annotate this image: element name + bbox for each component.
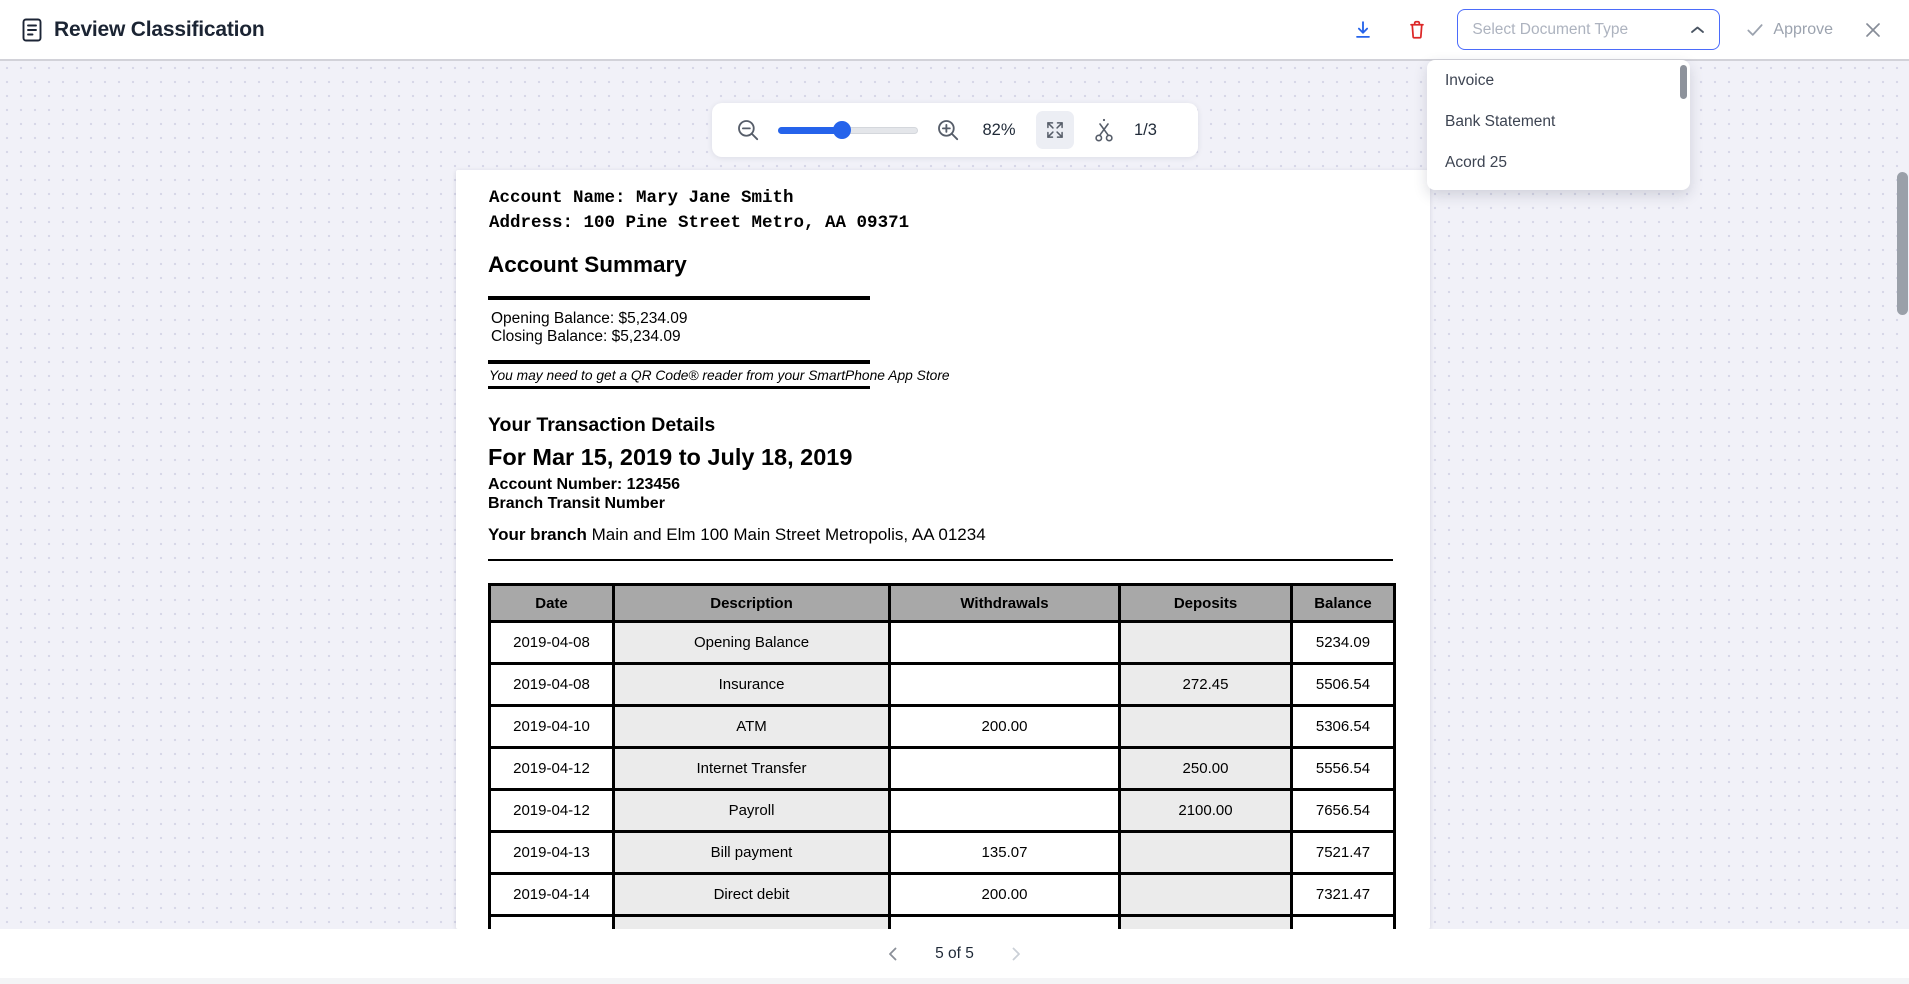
table-cell: 2100.00 <box>1120 790 1292 832</box>
divider-rule <box>488 296 870 300</box>
fullscreen-button[interactable] <box>1036 111 1074 149</box>
table-header-cell: Deposits <box>1120 585 1292 622</box>
document-page <box>456 170 1430 929</box>
table-cell: 2019-04-14 <box>490 874 614 916</box>
crop-scissors-icon[interactable] <box>1090 116 1118 144</box>
branch-value: Main and Elm 100 Main Street Metropolis, AA 01234 <box>586 525 986 544</box>
table-cell: 250.00 <box>1120 748 1292 790</box>
closing-balance-line: Closing Balance: $5,234.09 <box>491 328 681 345</box>
table-cell <box>890 790 1120 832</box>
footer-bar <box>0 929 1909 984</box>
table-header-cell: Description <box>614 585 890 622</box>
table-cell: Payroll <box>614 790 890 832</box>
pagination <box>0 929 1909 978</box>
table-cell: ATM <box>614 706 890 748</box>
table-cell: 272.45 <box>1120 664 1292 706</box>
table-cell: 200.00 <box>890 706 1120 748</box>
chevron-up-icon <box>1690 25 1705 35</box>
branch-label: Your branch <box>488 525 587 544</box>
table-cell: 2019-04-10 <box>490 706 614 748</box>
table-cell: Opening Balance <box>614 622 890 664</box>
table-cell <box>1120 622 1292 664</box>
close-icon[interactable] <box>1859 16 1887 44</box>
table-row <box>490 832 1395 874</box>
download-icon[interactable] <box>1349 16 1377 44</box>
table-cell: Internet Transfer <box>614 748 890 790</box>
table-cell: 5506.54 <box>1292 664 1395 706</box>
table-cell: 135.07 <box>890 832 1120 874</box>
page-count-label: 5 of 5 <box>935 944 974 962</box>
document-type-dropdown <box>1427 60 1690 190</box>
divider-rule <box>488 386 870 389</box>
select-placeholder: Select Document Type <box>1472 20 1629 38</box>
approve-label: Approve <box>1773 20 1833 38</box>
table-cell <box>890 622 1120 664</box>
table-header-cell: Date <box>490 585 614 622</box>
document-type-option[interactable]: Bank Statement <box>1445 112 1556 130</box>
table-cell: 2019-04-12 <box>490 748 614 790</box>
table-header-cell: Withdrawals <box>890 585 1120 622</box>
table-row <box>490 664 1395 706</box>
vertical-scrollbar[interactable] <box>1897 172 1908 315</box>
zoom-out-icon[interactable] <box>734 116 762 144</box>
document-type-select[interactable] <box>1457 9 1720 50</box>
table-cell: 2019-04-12 <box>490 790 614 832</box>
account-number-line: Account Number: 123456 <box>488 476 681 493</box>
document-type-option[interactable]: Invoice <box>1445 71 1495 89</box>
table-cell: 5234.09 <box>1292 622 1395 664</box>
table-cell: Direct debit <box>614 874 890 916</box>
zoom-percent: 82% <box>982 120 1016 139</box>
account-summary-title: Account Summary <box>488 252 687 277</box>
table-header-cell: Balance <box>1292 585 1395 622</box>
table-cell: 2019-04-08 <box>490 622 614 664</box>
trash-icon[interactable] <box>1403 16 1431 44</box>
document-icon <box>18 16 46 44</box>
table-cell: 2019-04-13 <box>490 832 614 874</box>
chevron-left-icon[interactable] <box>881 942 905 966</box>
table-cell: 7656.54 <box>1292 790 1395 832</box>
account-name-line: Account Name: Mary Jane Smith <box>489 188 794 208</box>
viewer-canvas <box>0 61 1909 929</box>
page-title: Review Classification <box>54 17 265 41</box>
table-cell: 7321.47 <box>1292 874 1395 916</box>
header-bar <box>0 0 1909 61</box>
table-cell: 7521.47 <box>1292 832 1395 874</box>
chevron-right-icon[interactable] <box>1004 942 1028 966</box>
document-type-option[interactable]: Acord 25 <box>1445 153 1508 171</box>
table-cell <box>890 664 1120 706</box>
qr-code-note: You may need to get a QR Code® reader from your SmartPhone App Store <box>489 368 950 383</box>
page-indicator: 1/3 <box>1134 120 1157 139</box>
opening-balance-line: Opening Balance: $5,234.09 <box>491 310 688 327</box>
transactions-table <box>488 583 1396 959</box>
zoom-slider-thumb[interactable] <box>833 121 851 139</box>
table-cell: 5556.54 <box>1292 748 1395 790</box>
dropdown-scrollbar[interactable] <box>1680 65 1687 99</box>
transaction-details-title: Your Transaction Details <box>488 414 716 436</box>
address-line: Address: 100 Pine Street Metro, AA 09371 <box>489 213 910 233</box>
check-icon <box>1746 22 1764 38</box>
zoom-in-icon[interactable] <box>934 116 962 144</box>
approve-button[interactable] <box>1746 21 1833 39</box>
zoom-slider[interactable] <box>778 121 918 139</box>
table-cell: 200.00 <box>890 874 1120 916</box>
table-cell: 5306.54 <box>1292 706 1395 748</box>
expand-icon <box>1045 120 1065 140</box>
footer-strip <box>0 978 1909 984</box>
viewer-toolbar <box>712 103 1198 157</box>
table-row <box>490 874 1395 916</box>
branch-transit-line: Branch Transit Number <box>488 495 665 512</box>
table-cell: Insurance <box>614 664 890 706</box>
table-cell <box>1120 874 1292 916</box>
table-row <box>490 748 1395 790</box>
statement-period: For Mar 15, 2019 to July 18, 2019 <box>488 444 853 470</box>
branch-address-line <box>488 525 986 545</box>
section-rule <box>488 559 1393 561</box>
divider-rule <box>488 360 870 364</box>
table-cell: 2019-04-08 <box>490 664 614 706</box>
table-cell <box>1120 832 1292 874</box>
table-cell <box>1120 706 1292 748</box>
table-header-row <box>490 585 1395 622</box>
table-row <box>490 706 1395 748</box>
table-row <box>490 790 1395 832</box>
table-cell <box>890 748 1120 790</box>
table-cell: Bill payment <box>614 832 890 874</box>
table-row <box>490 622 1395 664</box>
